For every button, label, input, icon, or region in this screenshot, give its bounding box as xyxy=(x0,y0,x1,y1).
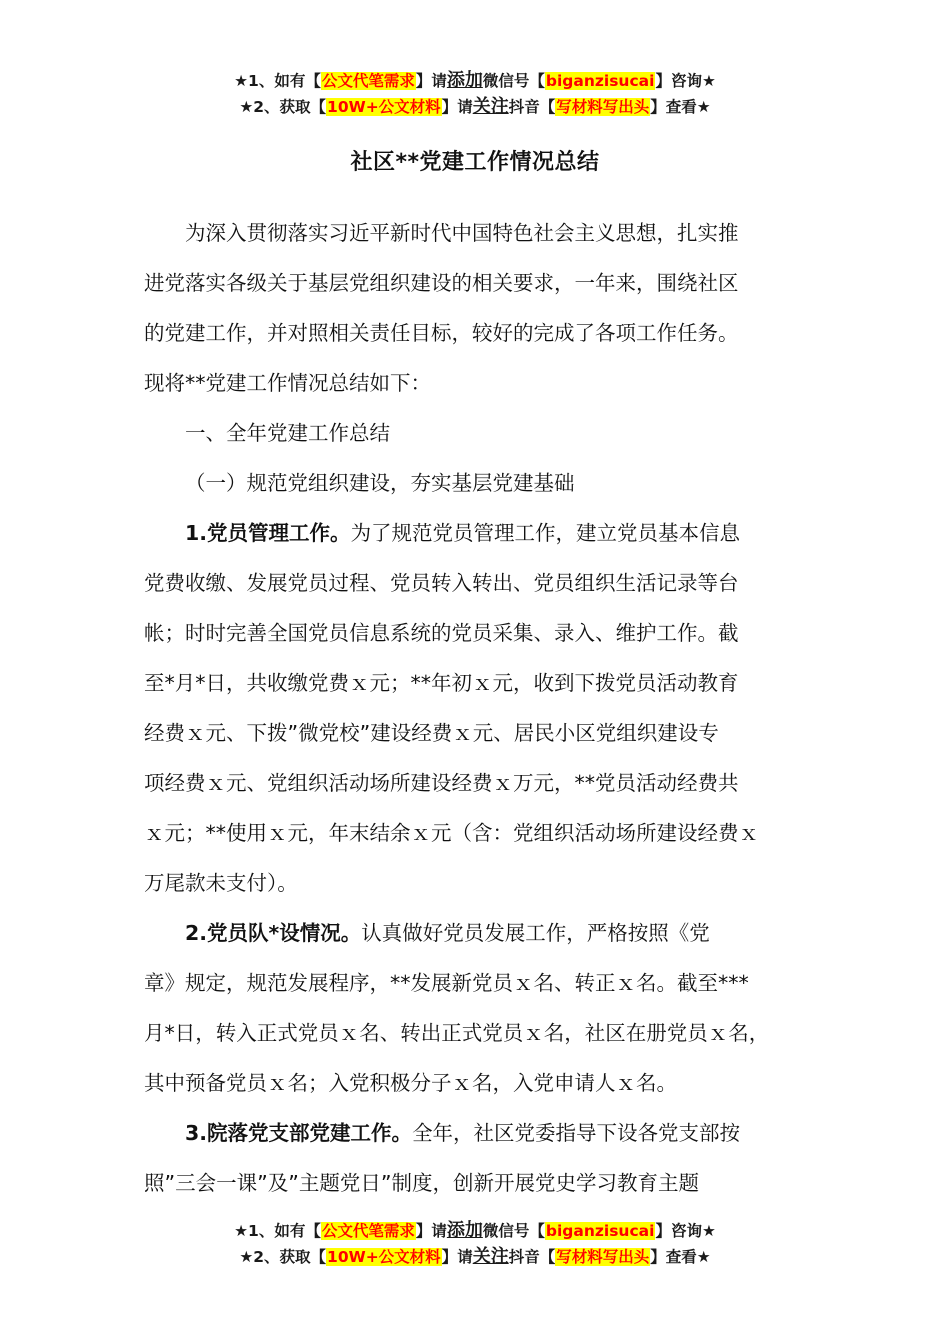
promo-text: ★2、获取【 xyxy=(239,1248,327,1266)
promo-action: 添加 xyxy=(446,70,483,91)
text-line: 的党建工作，并对照相关责任目标，较好的完成了各项工作任务。 xyxy=(144,321,739,345)
text-line: 经费ｘ元、下拨”微党校”建设经费ｘ元、居民小区党组织建设专 xyxy=(144,721,719,745)
promo-text: 】咨询★ xyxy=(655,1222,716,1240)
promo-text: ★2、获取【 xyxy=(239,98,327,116)
section-heading xyxy=(144,408,809,458)
promo-text: 微信号【 xyxy=(482,72,545,90)
promo-text: 】请 xyxy=(415,72,447,90)
promo-text: ★1、如有【 xyxy=(234,1222,321,1240)
promo-highlight-service: 公文代笔需求 xyxy=(321,72,415,90)
item-text: 为了规范党员管理工作，建立党员基本信息 xyxy=(350,521,741,545)
document-body xyxy=(144,208,809,1208)
item-text: 全年，社区党委指导下设各党支部按 xyxy=(412,1121,741,1145)
text-line: 党费收缴、发展党员过程、党员转入转出、党员组织生活记录等台 xyxy=(144,571,739,595)
text-line: 现将**党建工作情况总结如下： xyxy=(144,371,431,395)
document-title: 社区**党建工作情况总结 xyxy=(350,150,600,175)
item-paragraph-2 xyxy=(144,908,809,1108)
promo-text: 】请 xyxy=(441,98,473,116)
text-line: ｘ元；**使用ｘ元，年末结余ｘ元（含：党组织活动场所建设经费ｘ xyxy=(144,821,759,845)
text-line: 章》规定，规范发展程序，**发展新党员ｘ名、转正ｘ名。截至*** xyxy=(144,971,749,995)
promo-line-1 xyxy=(0,68,950,94)
promo-line-2 xyxy=(0,1244,950,1270)
text-line: 至*月*日，共收缴党费ｘ元；**年初ｘ元，收到下拨党员活动教育 xyxy=(144,671,739,695)
subsection-heading xyxy=(144,458,809,508)
item-text: 认真做好党员发展工作，严格按照《党 xyxy=(361,921,710,945)
promo-highlight-offer: 10W+公文材料 xyxy=(327,98,441,116)
promo-text: 】查看★ xyxy=(650,1248,711,1266)
promo-text: ★1、如有【 xyxy=(234,72,321,90)
promo-wechat-id: biganzisucai xyxy=(545,72,655,90)
heading-text: （一）规范党组织建设，夯实基层党建基础 xyxy=(185,471,575,495)
promo-text: 】查看★ xyxy=(650,98,711,116)
promo-douyin-name: 写材料写出头 xyxy=(556,98,650,116)
item-paragraph-3 xyxy=(144,1108,809,1208)
promo-text: 抖音【 xyxy=(508,98,556,116)
item-paragraph-1 xyxy=(144,508,809,908)
promo-action: 关注 xyxy=(472,1246,509,1267)
text-line: 为深入贯彻落实习近平新时代中国特色社会主义思想，扎实推 xyxy=(185,221,739,245)
intro-paragraph xyxy=(144,208,809,408)
text-line xyxy=(144,908,809,958)
text-line xyxy=(144,508,809,558)
promo-text: 】请 xyxy=(415,1222,447,1240)
promo-text: 微信号【 xyxy=(482,1222,545,1240)
text-line: 万尾款未支付）。 xyxy=(144,871,298,895)
promo-wechat-id: biganzisucai xyxy=(545,1222,655,1240)
item-lead: 3.院落党支部党建工作。 xyxy=(185,1121,413,1145)
text-line: 照”三会一课”及”主题党日”制度，创新开展党史学习教育主题 xyxy=(144,1171,699,1195)
promo-text: 】请 xyxy=(441,1248,473,1266)
text-line: 其中预备党员ｘ名；入党积极分子ｘ名，入党申请人ｘ名。 xyxy=(144,1071,677,1095)
text-line: 月*日，转入正式党员ｘ名、转出正式党员ｘ名，社区在册党员ｘ名， xyxy=(144,1021,770,1045)
text-line xyxy=(144,1108,809,1158)
promo-highlight-offer: 10W+公文材料 xyxy=(327,1248,441,1266)
promo-action: 添加 xyxy=(446,1220,483,1241)
promo-action: 关注 xyxy=(472,96,509,117)
text-line: 项经费ｘ元、党组织活动场所建设经费ｘ万元，**党员活动经费共 xyxy=(144,771,739,795)
text-line: 帐；时时完善全国党员信息系统的党员采集、录入、维护工作。截 xyxy=(144,621,739,645)
promo-line-2 xyxy=(0,94,950,120)
promo-text: 抖音【 xyxy=(508,1248,556,1266)
text-line: 进党落实各级关于基层党组织建设的相关要求，一年来，围绕社区 xyxy=(144,271,739,295)
promo-banner-top xyxy=(0,68,950,120)
promo-highlight-service: 公文代笔需求 xyxy=(321,1222,415,1240)
item-lead: 1.党员管理工作。 xyxy=(185,521,351,545)
promo-text: 】咨询★ xyxy=(655,72,716,90)
promo-douyin-name: 写材料写出头 xyxy=(556,1248,650,1266)
promo-line-1 xyxy=(0,1218,950,1244)
item-lead: 2.党员队*设情况。 xyxy=(185,921,362,945)
heading-text: 一、全年党建工作总结 xyxy=(185,421,390,445)
promo-banner-bottom xyxy=(0,1218,950,1270)
